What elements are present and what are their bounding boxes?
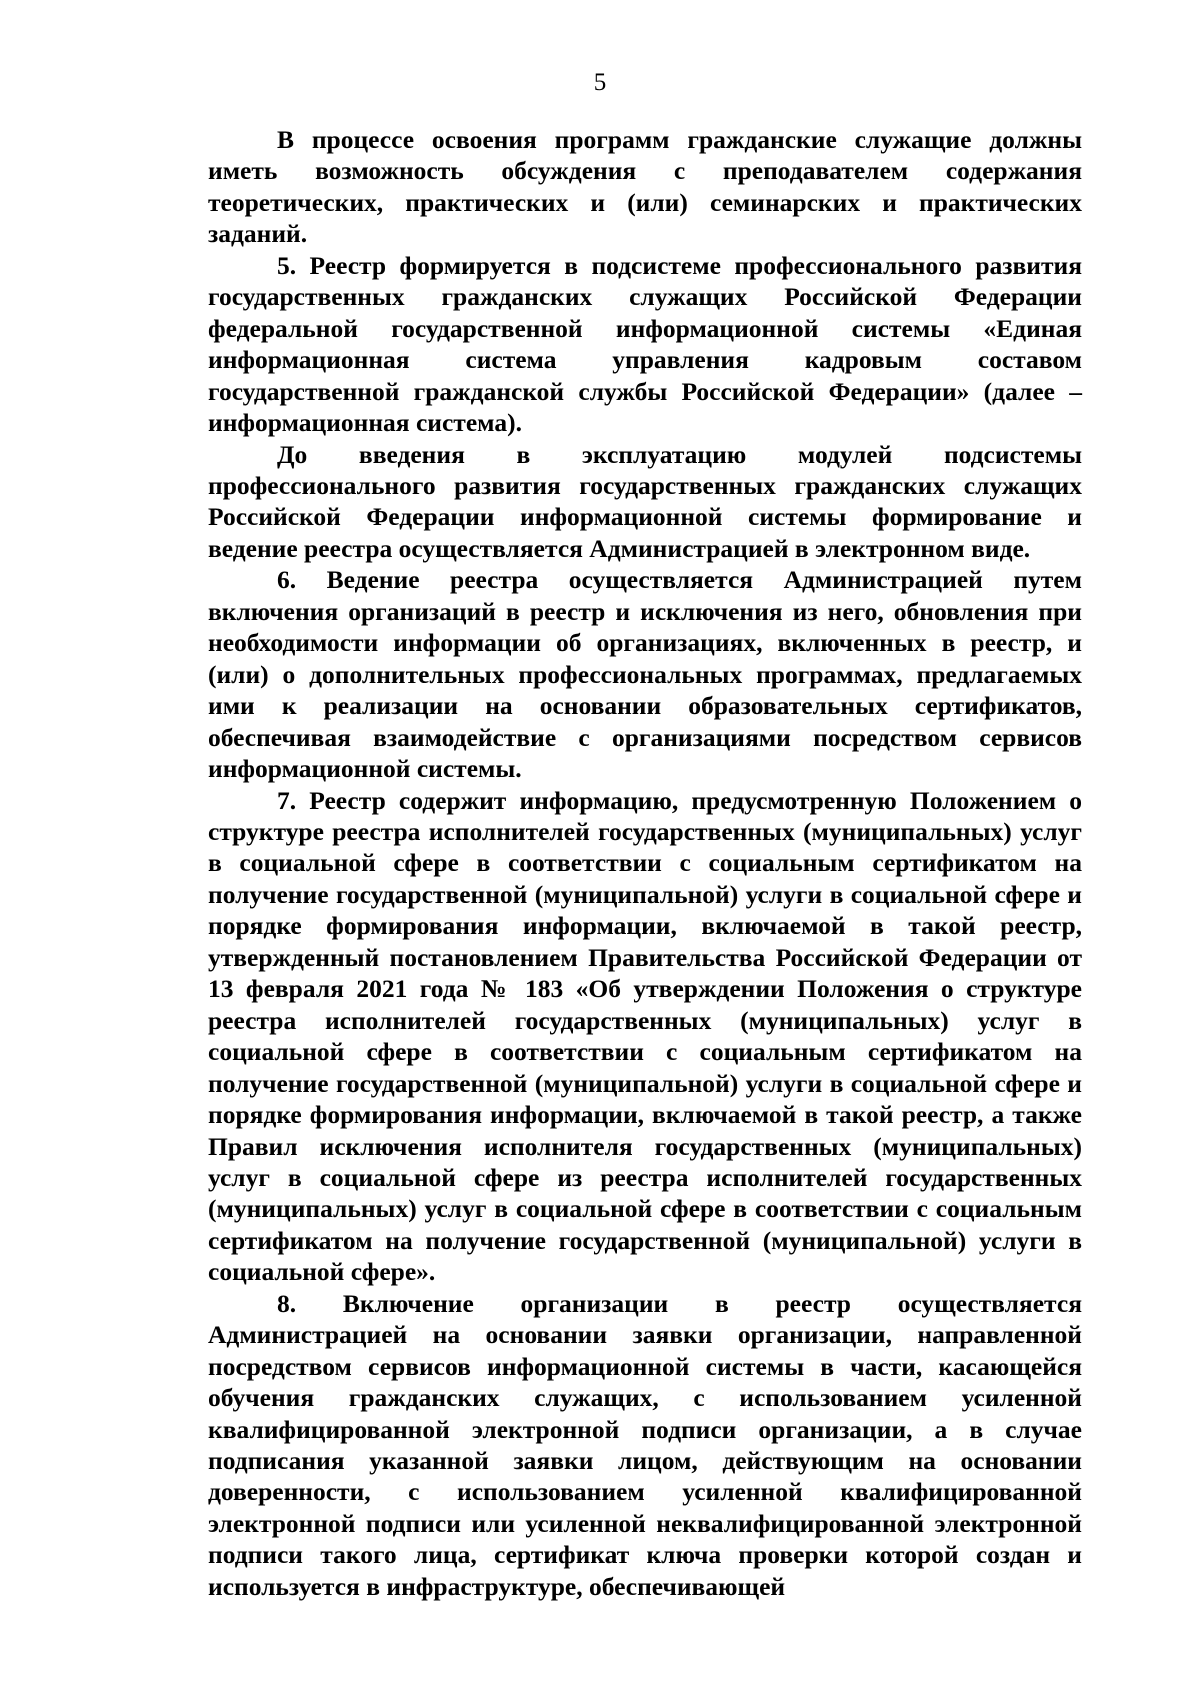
- paragraph-section-5: 5. Реестр формируется в подсистеме профессионального развития государственных гражданских служащих Российской Федерации федеральной государственной информационной системы «Единая информационная система управления кадровым составом государственной гражданской службы Российской Федерации» (далее – информационная система).: [208, 250, 1082, 438]
- paragraph-section-7: 7. Реестр содержит информацию, предусмотренную Положением о структуре реестра исполнителей государственных (муниципальных) услуг в социальной сфере в соответствии с социальным сертификатом на получение государственной (муниципальной) услуги в социальной сфере и порядке формирования информации, включаемой в такой реестр, утвержденный постановлением Правительства Российской Федерации от 13 февраля 2021 года № 183 «Об утверждении Положения о структуре реестра исполнителей государственных (муниципальных) услуг в социальной сфере в соответствии с социальным сертификатом на получение государственной (муниципальной) услуги в социальной сфере и порядке формирования информации, включаемой в такой реестр, а также Правил исключения исполнителя государственных (муниципальных) услуг в социальной сфере из реестра исполнителей государственных (муниципальных) услуг в социальной сфере в соответствии с социальным сертификатом на получение государственной (муниципальной) услуги в социальной сфере».: [208, 785, 1082, 1287]
- paragraph-section-8: 8. Включение организации в реестр осуществляется Администрацией на основании заявки организации, направленной посредством сервисов информационной системы в части, касающейся обучения гражданских служащих, с использованием усиленной квалифицированной электронной подписи организации, а в случае подписания указанной заявки лицом, действующим на основании доверенности, с использованием усиленной квалифицированной электронной подписи или усиленной неквалифицированной электронной подписи такого лица, сертификат ключа проверки которой создан и используется в инфраструктуре, обеспечивающей: [208, 1288, 1082, 1601]
- paragraph: До введения в эксплуатацию модулей подсистемы профессионального развития государственных гражданских служащих Российской Федерации информационной системы формирование и ведение реестра осуществляется Администрацией в электронном виде.: [208, 439, 1082, 563]
- document-body: [208, 124, 1082, 1602]
- page-number: 5: [593, 69, 607, 96]
- paragraph-section-6: 6. Ведение реестра осуществляется Администрацией путем включения организаций в реестр и исключения из него, обновления при необходимости информации об организациях, включенных в реестр, и (или) о дополнительных профессиональных программах, предлагаемых ими к реализации на основании образовательных сертификатов, обеспечивая взаимодействие с организациями посредством сервисов информационной системы.: [208, 565, 1082, 784]
- paragraph: В процессе освоения программ гражданские служащие должны иметь возможность обсуждения с преподавателем содержания теоретических, практических и (или) семинарских и практических заданий.: [208, 125, 1082, 249]
